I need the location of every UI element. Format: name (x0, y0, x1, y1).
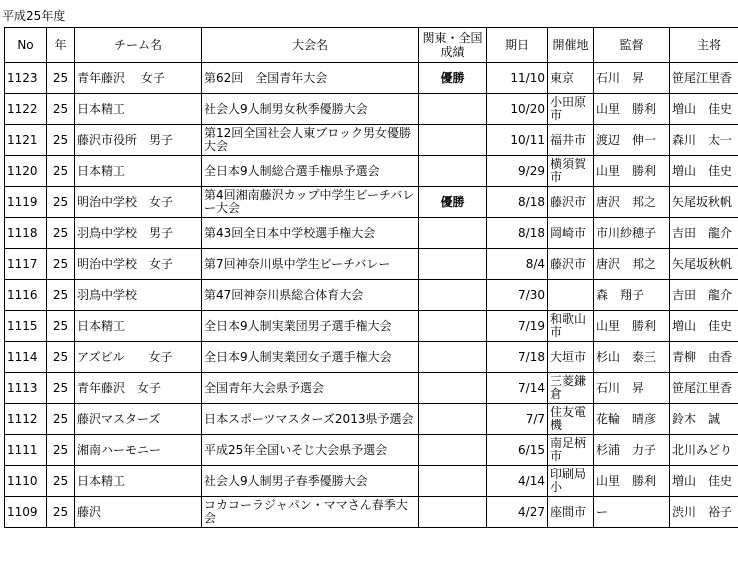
header-result: 関東・全国成績 (419, 28, 487, 63)
cell-venue: 福井市 (548, 125, 594, 156)
cell-venue (548, 280, 594, 311)
cell-coach: 山里 勝利 (594, 466, 670, 497)
cell-coach: 市川紗穂子 (594, 218, 670, 249)
cell-result (419, 435, 487, 466)
table-row (5, 156, 738, 187)
cell-no: 1119 (5, 187, 47, 218)
cell-team: 青年藤沢 女子 (75, 63, 202, 94)
cell-tournament: 日本スポーツマスターズ2013県予選会 (202, 404, 419, 435)
cell-date: 7/14 (487, 373, 548, 404)
table-row (5, 373, 738, 404)
cell-team: 藤沢市役所 男子 (75, 125, 202, 156)
cell-year: 25 (47, 373, 75, 404)
cell-coach: 石川 昇 (594, 373, 670, 404)
cell-year: 25 (47, 218, 75, 249)
cell-team: 湘南ハーモニー (75, 435, 202, 466)
cell-date: 6/15 (487, 435, 548, 466)
table-row (5, 125, 738, 156)
cell-team: 羽鳥中学校 男子 (75, 218, 202, 249)
cell-year: 25 (47, 342, 75, 373)
cell-result (419, 404, 487, 435)
cell-coach: 花輪 晴彦 (594, 404, 670, 435)
cell-date: 8/18 (487, 218, 548, 249)
cell-venue: 和歌山市 (548, 311, 594, 342)
cell-result (419, 466, 487, 497)
table-row (5, 342, 738, 373)
cell-captain: 笹尾江里香 (670, 63, 738, 94)
cell-no: 1109 (5, 497, 47, 528)
cell-tournament: 全日本9人制総合選手権県予選会 (202, 156, 419, 187)
cell-result (419, 311, 487, 342)
cell-captain: 増山 佳史 (670, 311, 738, 342)
cell-tournament: 第4回湘南藤沢カップ中学生ビーチバレー大会 (202, 187, 419, 218)
cell-captain: 青柳 由香 (670, 342, 738, 373)
cell-captain: 吉田 龍介 (670, 218, 738, 249)
cell-date: 7/18 (487, 342, 548, 373)
cell-coach: 杉山 泰三 (594, 342, 670, 373)
cell-coach: 杉浦 力子 (594, 435, 670, 466)
table-row (5, 249, 738, 280)
cell-no: 1114 (5, 342, 47, 373)
cell-no: 1111 (5, 435, 47, 466)
cell-result (419, 342, 487, 373)
cell-date: 11/10 (487, 63, 548, 94)
cell-date: 4/27 (487, 497, 548, 528)
header-coach: 監督 (594, 28, 670, 63)
cell-year: 25 (47, 125, 75, 156)
cell-team: 日本精工 (75, 94, 202, 125)
header-venue: 開催地 (548, 28, 594, 63)
cell-coach: 渡辺 伸一 (594, 125, 670, 156)
cell-year: 25 (47, 94, 75, 125)
cell-date: 7/30 (487, 280, 548, 311)
cell-captain: 渋川 裕子 (670, 497, 738, 528)
cell-year: 25 (47, 280, 75, 311)
cell-result: 優勝 (419, 187, 487, 218)
cell-no: 1110 (5, 466, 47, 497)
cell-tournament: 全日本9人制実業団女子選手権大会 (202, 342, 419, 373)
cell-venue: 住友電機 (548, 404, 594, 435)
table-row (5, 187, 738, 218)
fiscal-year-caption: 平成25年度 (2, 9, 66, 23)
table-row (5, 94, 738, 125)
cell-captain: 吉田 龍介 (670, 280, 738, 311)
cell-team: 藤沢 (75, 497, 202, 528)
cell-no: 1123 (5, 63, 47, 94)
cell-tournament: 平成25年全国いそじ大会県予選会 (202, 435, 419, 466)
cell-tournament: 第47回神奈川県総合体育大会 (202, 280, 419, 311)
cell-captain: 増山 佳史 (670, 466, 738, 497)
cell-tournament: 第43回全日本中学校選手権大会 (202, 218, 419, 249)
cell-year: 25 (47, 249, 75, 280)
cell-captain: 鈴木 誠 (670, 404, 738, 435)
cell-venue: 大垣市 (548, 342, 594, 373)
cell-result (419, 125, 487, 156)
cell-venue: 南足柄市 (548, 435, 594, 466)
cell-team: アズビル 女子 (75, 342, 202, 373)
cell-venue: 小田原市 (548, 94, 594, 125)
cell-year: 25 (47, 63, 75, 94)
cell-result (419, 249, 487, 280)
cell-result: 優勝 (419, 63, 487, 94)
cell-coach: 山里 勝利 (594, 311, 670, 342)
cell-date: 9/29 (487, 156, 548, 187)
cell-date: 7/19 (487, 311, 548, 342)
cell-coach: 山里 勝利 (594, 156, 670, 187)
cell-captain: 笹尾江里香 (670, 373, 738, 404)
header-year: 年 (47, 28, 75, 63)
cell-venue: 藤沢市 (548, 187, 594, 218)
cell-venue: 座間市 (548, 497, 594, 528)
table-row (5, 404, 738, 435)
table-row (5, 497, 738, 528)
cell-captain: 増山 佳史 (670, 94, 738, 125)
header-date: 期日 (487, 28, 548, 63)
header-team: チーム名 (75, 28, 202, 63)
table-row (5, 466, 738, 497)
cell-venue: 藤沢市 (548, 249, 594, 280)
cell-tournament: 第12回全国社会人東ブロック男女優勝大会 (202, 125, 419, 156)
cell-venue: 横須賀市 (548, 156, 594, 187)
cell-tournament: 第7回神奈川県中学生ビーチバレー (202, 249, 419, 280)
cell-no: 1122 (5, 94, 47, 125)
cell-team: 藤沢マスターズ (75, 404, 202, 435)
cell-tournament: 社会人9人制男女秋季優勝大会 (202, 94, 419, 125)
cell-coach: 石川 昇 (594, 63, 670, 94)
cell-team: 日本精工 (75, 311, 202, 342)
cell-venue: 印刷局小 (548, 466, 594, 497)
header-no: No (5, 28, 47, 63)
cell-coach: ー (594, 497, 670, 528)
cell-year: 25 (47, 187, 75, 218)
header-row (5, 28, 738, 63)
cell-no: 1118 (5, 218, 47, 249)
cell-date: 8/18 (487, 187, 548, 218)
cell-no: 1117 (5, 249, 47, 280)
cell-coach: 山里 勝利 (594, 94, 670, 125)
cell-team: 明治中学校 女子 (75, 187, 202, 218)
cell-no: 1115 (5, 311, 47, 342)
cell-captain: 矢尾坂秋帆 (670, 187, 738, 218)
cell-venue: 東京 (548, 63, 594, 94)
table-row (5, 218, 738, 249)
cell-team: 明治中学校 女子 (75, 249, 202, 280)
cell-no: 1112 (5, 404, 47, 435)
cell-captain: 増山 佳史 (670, 156, 738, 187)
cell-coach: 唐沢 邦之 (594, 187, 670, 218)
cell-venue: 三菱鎌倉 (548, 373, 594, 404)
table-row (5, 311, 738, 342)
cell-result (419, 280, 487, 311)
cell-team: 羽鳥中学校 (75, 280, 202, 311)
cell-no: 1113 (5, 373, 47, 404)
cell-result (419, 94, 487, 125)
cell-result (419, 373, 487, 404)
header-captain: 主将 (670, 28, 738, 63)
cell-team: 青年藤沢 女子 (75, 373, 202, 404)
cell-captain: 北川みどり (670, 435, 738, 466)
cell-tournament: 全日本9人制実業団男子選手権大会 (202, 311, 419, 342)
cell-result (419, 218, 487, 249)
table-row (5, 63, 738, 94)
cell-year: 25 (47, 435, 75, 466)
cell-tournament: 全国青年大会県予選会 (202, 373, 419, 404)
cell-date: 8/4 (487, 249, 548, 280)
cell-year: 25 (47, 404, 75, 435)
cell-date: 10/20 (487, 94, 548, 125)
cell-year: 25 (47, 466, 75, 497)
cell-captain: 森川 太一 (670, 125, 738, 156)
cell-year: 25 (47, 311, 75, 342)
cell-date: 7/7 (487, 404, 548, 435)
cell-tournament: コカコーラジャパン・ママさん春季大会 (202, 497, 419, 528)
cell-coach: 森 翔子 (594, 280, 670, 311)
cell-coach: 唐沢 邦之 (594, 249, 670, 280)
cell-tournament: 社会人9人制男子春季優勝大会 (202, 466, 419, 497)
cell-result (419, 497, 487, 528)
cell-no: 1120 (5, 156, 47, 187)
cell-no: 1121 (5, 125, 47, 156)
cell-date: 4/14 (487, 466, 548, 497)
cell-tournament: 第62回 全国青年大会 (202, 63, 419, 94)
cell-date: 10/11 (487, 125, 548, 156)
cell-team: 日本精工 (75, 466, 202, 497)
cell-venue: 岡崎市 (548, 218, 594, 249)
cell-team: 日本精工 (75, 156, 202, 187)
results-table (4, 27, 738, 528)
header-tournament: 大会名 (202, 28, 419, 63)
cell-year: 25 (47, 497, 75, 528)
table-row (5, 280, 738, 311)
cell-result (419, 156, 487, 187)
cell-no: 1116 (5, 280, 47, 311)
cell-year: 25 (47, 156, 75, 187)
cell-captain: 矢尾坂秋帆 (670, 249, 738, 280)
table-row (5, 435, 738, 466)
